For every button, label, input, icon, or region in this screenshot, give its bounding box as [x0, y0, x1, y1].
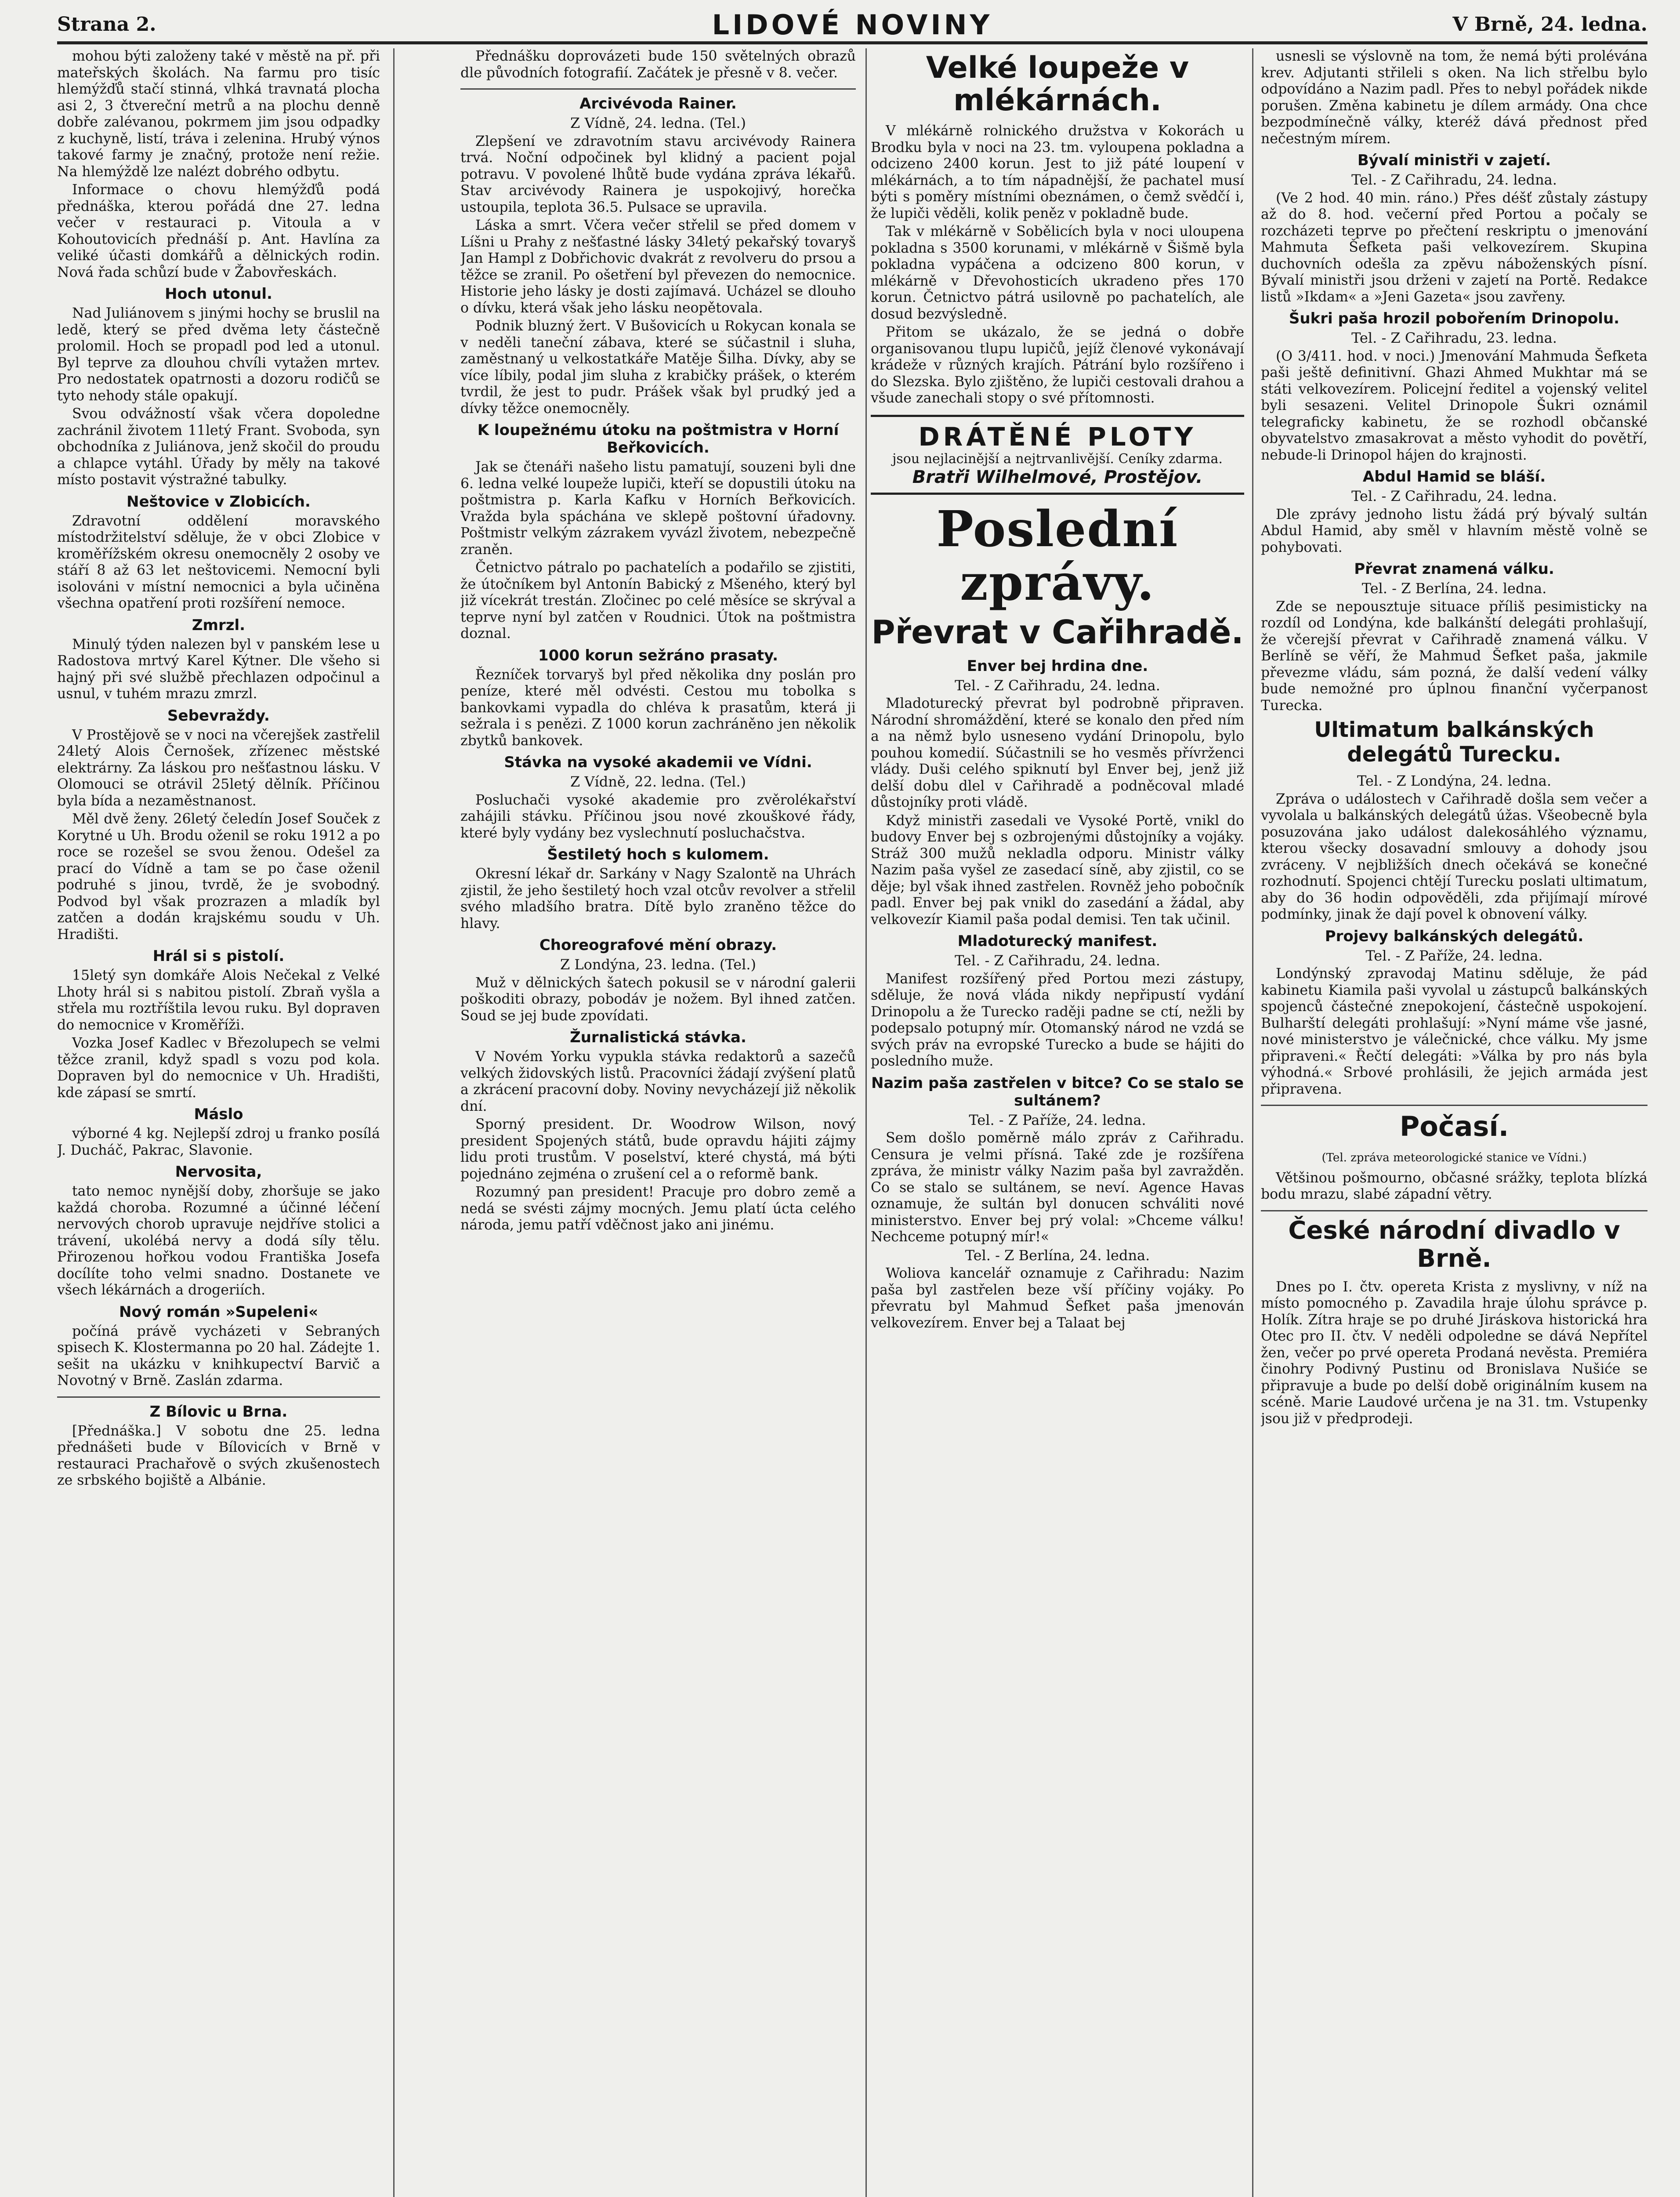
article-heading: Stávka na vysoké akademii ve Vídni. — [504, 754, 812, 771]
article-text: Přitom se ukázalo, že se jedná o dobře organisovanou tlupu lupičů, jejíž členové vykonávají krádeže v různých krajích. Pátrání bylo rozšířeno i do Slezska. Bylo zjištěno, že lupiči cestovali drahou a všude zanechali stopy o své přítomnosti. — [871, 324, 1244, 406]
dateline: Z Londýna, 23. ledna. (Tel.) — [560, 956, 757, 973]
column-rule — [393, 48, 395, 2197]
dateline: Z Vídně, 22. ledna. (Tel.) — [570, 773, 746, 790]
article-heading: Arcivévoda Rainer. — [579, 95, 737, 112]
article-text: Láska a smrt. Včera večer střelil se před domem v Líšni u Prahy z nešťastné lásky 34letý pekařský tovaryš Jan Hampl z Dobřichovic dvakrát z revolveru do prsou a těžce se zranil. Po ošetření byl převezen do nemocnice. Historie jeho lásky je dosti zajímavá. Ucházel se dlouho o dívku, která však jeho lásku neopětovala. — [460, 218, 856, 316]
article-text: Zdravotní oddělení moravského místodržitelství sděluje, že v obci Zlobice v kroměřížském okresu onemocněly 2 osoby ve stáří 8 až 63 let neštovicemi. Nemocní byli isolováni v místní nemocnici a byla učiněna všechna opatření proti rozšíření nemoce. — [57, 513, 380, 611]
article-heading: Nový román »Supeleni« — [119, 1303, 319, 1321]
column-2 — [460, 48, 856, 2197]
dateline: Tel. - Z Berlína, 24. ledna. — [965, 1247, 1150, 1264]
dateline: Tel. - Z Londýna, 24. ledna. — [1357, 772, 1552, 789]
issue-date: V Brně, 24. ledna. — [1452, 13, 1647, 36]
separator — [460, 88, 856, 90]
coup-headline: Převrat v Cařihradě. — [871, 613, 1244, 651]
article-heading: Šestiletý hoch s kulomem. — [547, 846, 769, 863]
separator — [1261, 1210, 1647, 1211]
ad-advertiser: Bratři Wilhelmové, Prostějov. — [912, 467, 1203, 487]
article-text: tato nemoc nynější doby, zhoršuje se jako každá choroba. Rozumné a účinné léčení nervových chorob upravuje nejdříve stolici a trávení, ukolébá nervy a dodá síly tělu. Přirozenou hořkou vodou Františka Josefa docílíte toho velmi snadno. Dostanete ve všech lékárnách a drogeriích. — [57, 1183, 380, 1298]
article-heading: Enver bej hrdina dne. — [967, 657, 1148, 675]
article-text: Informace o chovu hlemýžďů podá přednáška, kterou pořádá dne 27. ledna večer v restauraci p. Vitoula a v Kohoutovicích přednáší p. Ant. Havlína za veliké účasti domkářů a dělnických rodin. Nová řada schůzí bude v Žabovřeskách. — [57, 182, 380, 280]
article-text: Měl dvě ženy. 26letý čeledín Josef Souček z Korytné u Uh. Brodu oženil se roku 1912 a po roce se rozešel se svou ženou. Odešel za prací do Vídně a tam se po čase oženil podruhé s jinou, tvrdě, že je svobodný. Podvod byl však prozrazen a mladík byl zatčen a dodán krajskému soudu v Uh. Hradišti. — [57, 811, 380, 943]
dateline: Tel. - Z Cařihradu, 24. ledna. — [955, 952, 1160, 969]
article-text: usnesli se výslovně na tom, že nemá býti prolévána krev. Adjutanti střileli s oken. Na lich střelbu bylo odpovídáno a Nazim padl. Přes to nebyl pořádek nikde porušen. Změna kabinetu je dílem armády. Ona chce bezpodmínečně války, kteréž dává přednost před nečestným mírem. — [1261, 48, 1647, 147]
article-text: Woliova kancelář oznamuje z Cařihradu: Nazim paša byl zastřelen beze vší příčiny vojáky. Po převratu byl Mahmud Šefket paša jmenován velkovezírem. Enver bej a Talaat bej — [871, 1265, 1244, 1331]
column-1 — [57, 48, 380, 2197]
article-text: Svou odvážností však včera dopoledne zachránil životem 11letý Frant. Svoboda, syn obchodníka z Juliánova, jenž skočil do proudu a chlapce vytáhl. Úřady by měly na takové místo postavit výstražné tabulky. — [57, 406, 380, 488]
theatre-text: Dnes po I. čtv. opereta Krista z myslivny, v níž na místo pomocného p. Zavadila hraje úlohu správce p. Holík. Zítra hraje se po druhé Jiráskova historická hra Otec pro II. čtv. V neděli odpoledne se dává Nepřítel žen, večer po prvé opereta Prodaná nevěsta. Premiéra činohry Podivný Pustinu od Bronislava Nušiće se připravuje a bude po delší době originálním kusem na scéně. Marie Laudové určena je na 31. tm. Vstupenky jsou již v předprodeji. — [1261, 1279, 1647, 1427]
article-heading: Mladoturecký manifest. — [957, 932, 1158, 950]
article-heading: Sebevraždy. — [167, 707, 270, 725]
article-text: Řezníček torvaryš byl před několika dny poslán pro peníze, které měl odvésti. Cestou mu tobolka s bankovkami vypadla do chléva k prasatům, která ji sežrala i s penězi. Z 1000 korun zachráněno jen několik zbytků bankovek. — [460, 667, 856, 749]
article-heading: K loupežnému útoku na poštmistra v Horní Beřkovicích. — [477, 421, 839, 457]
article-text: Jak se čtenáři našeho listu pamatují, souzeni byli dne 6. ledna velké loupeže lupiči, kteří se dopustili útoku na poštmistra p. Karla Kafku v Horních Beřkovicích. Vražda byla spáchána ve sklepě poštovní úřadovny. Poštmistr velkým zázrakem vyvázl životem, nebezpečně zraněn. — [460, 459, 856, 558]
weather-text: Většinou pošmourno, občasné srážky, teplota blízká bodu mrazu, slabé západní větry. — [1261, 1170, 1647, 1202]
article-heading: Žurnalistická stávka. — [570, 1029, 746, 1046]
article-text: Okresní lékař dr. Sarkány v Nagy Szalontě na Uhrách zjistil, že jeho šestiletý hoch vzal otcův revolver a střelil svého mladšího bratra. Dítě bylo zraněno těžce do hlavy. — [460, 866, 856, 932]
article-text: Přednášku doprovázeti bude 150 světelných obrazů dle původních fotografií. Začátek je přesně v 8. večer. — [460, 48, 856, 81]
ad-headline: DRÁTĚNÉ PLOTY — [918, 421, 1197, 452]
headline-ultimatum: Ultimatum balkánských delegátů Turecku. — [1314, 718, 1594, 767]
latest-news-headline: Poslední zprávy. — [936, 500, 1179, 612]
article-text: Posluchači vysoké akademie pro zvěrolékařství zahájili stávku. Příčinou jsou nové zkouškové řády, které byly vydány bez vyslechnutí posluchačstva. — [460, 792, 856, 841]
separator — [57, 1396, 380, 1398]
article-heading: Máslo — [194, 1106, 243, 1123]
dateline: Tel. - Z Cařihradu, 23. ledna. — [1351, 330, 1557, 346]
weather-source: (Tel. zpráva meteorologické stanice ve Vídni.) — [1322, 1151, 1587, 1164]
article-text: Nad Juliánovem s jinými hochy se bruslil na ledě, který se před dvěma lety částečně prolomil. Hoch se propadl pod led a utonul. Byl teprve za dlouhou chvíli vytažen mrtev. Pro nedostatek opatrnosti a dozoru rodičů se tyto nehody stále opakují. — [57, 305, 380, 404]
ad-text: jsou nejlacinější a nejtrvanlivější. Ceníky zdarma. — [892, 451, 1223, 467]
article-heading: Projevy balkánských delegátů. — [1325, 927, 1584, 945]
article-heading: Zmrzl. — [192, 616, 246, 634]
article-heading: Převrat znamená válku. — [1354, 560, 1554, 578]
page-number: Strana 2. — [57, 13, 156, 36]
article-text: Mladoturecký převrat byl podrobně připraven. Národní shromáždění, které se konalo den před ním a na němž bylo usneseno vydání Drinopolu, bylo pouhou komedií. Súčastnili se ho vesměs přívrženci vlády. Duši celého spiknutí byl Enver bej, jenž již delší dobu dlel v Cařihradě a podněcoval mladé důstojníky proti vládě. — [871, 696, 1244, 810]
dateline: Z Vídně, 24. ledna. (Tel.) — [570, 115, 746, 131]
article-heading: Choreografové mění obrazy. — [539, 936, 777, 954]
column-4 — [1261, 48, 1647, 2197]
masthead — [57, 9, 1647, 44]
dateline: Tel. - Z Cařihradu, 24. ledna. — [1351, 488, 1557, 504]
article-heading: Z Bílovic u Brna. — [149, 1403, 288, 1421]
dateline: Tel. - Z Paříže, 24. ledna. — [1365, 947, 1543, 964]
article-heading: Neštovice v Zlobicích. — [127, 493, 311, 511]
article-heading: Hrál si s pistolí. — [152, 947, 285, 965]
newspaper-title: LIDOVÉ NOVINY — [712, 9, 993, 41]
article-text: Londýnský zpravodaj Matinu sděluje, že pád kabinetu Kiamila paši vyvolal u zástupců balkánských spojenců částečné znepokojení, částečně uspokojení. Bulharští delegáti prohlašují: »Nyní máme vše jasné, nové ministerstvo je válečnické, chce válku. My jsme připraveni.« Řečtí delegáti: »Válka by pro nás byla výhodná.« Srbové prohlásili, že jejich armáda jest připravena. — [1261, 966, 1647, 1097]
article-text: (O 3/411. hod. v noci.) Jmenování Mahmuda Šefketa paši ještě definitivní. Ghazi Ahmed Mukhtar má se státi velkovezírem. Policejní ředitel a vojenský velitel byli sesazeni. Velitel Drinopole Šukri oznámil telegraficky kabinetu, že se rozhodl občanské obyvatelstvo zmasakrovat a město vyhodit do povětří, nebude-li Drinopol hájen do krajnosti. — [1261, 348, 1647, 463]
article-heading: Nervosita, — [175, 1163, 262, 1181]
column-rule — [865, 48, 867, 2197]
article-heading: 1000 korun sežráno prasaty. — [538, 646, 778, 664]
article-text: V mlékárně rolnického družstva v Kokorách u Brodku byla v noci na 23. tm. vyloupena pokladna a odcizeno 2400 korun. Jest to již páté loupení v mlékárnách, a to tím nápadnější, že pachatel musí býti s poměry místními obeznámen, o čemž svědčí i, že lupiči věděli, kolik peněz v pokladně bude. — [871, 123, 1244, 221]
article-text: Četnictvo pátralo po pachatelích a podařilo se zjistiti, že útočníkem byl Antonín Babický z Mšeného, který byl již vícekrát trestán. Zločinec po celé měsíce se skrýval a teprve nyní byl zatčen v Roudnici. Útok na poštmistra doznal. — [460, 560, 856, 642]
article-text: 15letý syn domkáře Alois Nečekal z Velké Lhoty hrál si s nabitou pistolí. Zbraň vyšla a střela mu roztříštila levou ruku. Byl dopraven do nemocnice v Kroměříži. — [57, 968, 380, 1033]
article-text: Zde se nepousztuje situace příliš pesimisticky na rozdíl od Londýna, kde balkánští delegáti prohlašují, že včerejší převrat v Cařihradě znamená válku. V Berlíně se věří, že Mahmud Šefket paša, jakmile převezme vládu, sám pozná, že další vedení války bude nemožné pro úplnou finanční vyčerpanost Turecka. — [1261, 598, 1647, 714]
article-text: (Ve 2 hod. 40 min. ráno.) Přes déšť zůstaly zástupy až do 8. hod. večerní před Portou a počaly se rozcházeti teprve po přečtení reskriptu o jmenování Mahmuta Šefketa paši velkovezírem. Skupina duchovních odešla za zpěvu náboženských písní. Bývalí ministři jsou drženi v zajetí na Portě. Redakce listů »Ikdam« a »Jeni Gazeta« jsou zavřeny. — [1261, 190, 1647, 305]
article-text: Zlepšení ve zdravotním stavu arcivévody Rainera trvá. Noční odpočinek byl klidný a pacient pojal potravu. V povolené lhůtě bude vydána zpráva lékařů. Stav arcivévody Rainera je uspokojivý, horečka ustoupila, teplota 36.5. Pulsace se upravila. — [460, 133, 856, 215]
headline-milk-robberies: Velké loupeže v mlékárnách. — [926, 51, 1189, 118]
article-text: Muž v dělnických šatech pokusil se v národní galerii poškoditi obrazy, pobodáv je nožem. Byl ihned zatčen. Soud se jej bude zpovídati. — [460, 975, 856, 1024]
article-text: Rozumný pan president! Pracuje pro dobro země a nedá se svésti zájmy mocných. Jemu platí úcta celého národa, jemu patří vděčnost jako ani jinému. — [460, 1184, 856, 1233]
article-text: Zpráva o událostech v Cařihradě došla sem večer a vyvolala u balkánských delegátů úžas. Všeobecně byla posuzována jako událost dalekosáhlého významu, kterou všecky dosavadní smlouvy a dohody jsou zvráceny. V nejbližších dnech očekává se konečné rozhodnutí. Spojenci chtějí Turecku poslati ultimatum, aby do 36 hodin odpověděli, zda přijímají mírové podmínky, jinak že dají povel k obnovení války. — [1261, 791, 1647, 922]
article-heading: Bývalí ministři v zajetí. — [1357, 152, 1551, 169]
article-text: Dle zprávy jednoho listu žádá prý bývalý sultán Abdul Hamid, aby směl v hlavním městě volně se pohybovati. — [1261, 506, 1647, 555]
article-text: Minulý týden nalezen byl v panském lese u Radostova mrtvý Karel Kýtner. Dle všeho si hajný při své službě přechlazen odpočinul a usnul, v tuhém mrazu zmrzl. — [57, 636, 380, 702]
article-text: Vozka Josef Kadlec v Březolupech se velmi těžce zranil, když spadl s vozu pod kola. Dopraven byl do nemocnice v Uh. Hradišti, kde zápasí se smrtí. — [57, 1035, 380, 1101]
article-text: Tak v mlékárně v Sobělicích byla v noci uloupena pokladna s 3500 korunami, v mlékárně v Šišmě byla pokladna vypáčena a odcizeno 800 korun, v mlékárně v Dřevohosticích ukradeno přes 170 korun. Četnictvo pátrá usilovně po pachatelích, ale dosud bezvýsledně. — [871, 224, 1244, 322]
article-text: Když ministři zasedali ve Vysoké Portě, vnikl do budovy Enver bej s ozbrojenými důstojníky a vojáky. Stráž 300 mužů nekladla odporu. Ministr války Nazim paša vyšel ze zasedací síně, aby zjistil, co se děje; byl však ihned zastřelen. Rovněž jeho pobočník padl. Enver bej pak vnikl do zasedání a žádal, aby velkovezír Kiamil paša podal demisi. Ten tak učinil. — [871, 812, 1244, 928]
article-text: Manifest rozšířený před Portou mezi zástupy, sděluje, že nová vláda nikdy nepřipustí vydání Drinopolu a že Turecko raději padne se ctí, nežli by podepsalo potupný mír. Otomanský národ ne vzdá se svých práv na evropské Turecko a bude se hájiti do posledního muže. — [871, 971, 1244, 1069]
advertisement-wire-fences — [871, 415, 1244, 495]
article-text: počíná právě vycházeti v Sebraných spisech K. Klostermanna po 20 hal. Zádejte 1. sešit na ukázku v knihkupectví Barvič a Novotný v Brně. Zaslán zdarma. — [57, 1323, 380, 1389]
column-rule — [1252, 48, 1253, 2197]
dateline: Tel. - Z Cařihradu, 24. ledna. — [955, 677, 1160, 694]
article-text: Sporný president. Dr. Woodrow Wilson, nový president Spojených států, bude opravdu hájiti zájmy lidu proti trustům. V poselství, které chystá, má býti pojednáno zejména o zrušení cel a o reformě bank. — [460, 1117, 856, 1182]
article-text: [Přednáška.] V sobotu dne 25. ledna přednášeti bude v Bílovicích v Brně v restauraci Prachařově o svých zkušenostech ze srbského bojiště a Albánie. — [57, 1423, 380, 1488]
article-heading: Nazim paša zastřelen v bitce? Co se stalo se sultánem? — [871, 1074, 1244, 1109]
article-text: V Prostějově se v noci na včerejšek zastřelil 24letý Alois Černošek, zřízenec městské elektrárny. Za láskou pro nešťastnou lásku. V Olomouci se otrávil 25letý dělník. Příčinou byla bída a nezaměstnanost. — [57, 727, 380, 809]
theatre-headline: České národní divadlo v Brně. — [1288, 1216, 1620, 1273]
article-text: Sem došlo poměrně málo zpráv z Cařihradu. Censura je velmi přísná. Také zde je rozšířena zpráva, že ministr války Nazim paša byl zavražděn. Co se stalo se sultánem, se neví. Agence Havas oznamuje, že sultán byl donucen schváliti nové ministerstvo. Enver bej prý volal: »Chceme válku! Nechceme potupný mír!« — [871, 1130, 1244, 1245]
dateline: Tel. - Z Paříže, 24. ledna. — [969, 1111, 1146, 1128]
article-text: mohou býti založeny také v městě na př. při mateřských školách. Na farmu pro tisíc hlemýžďů stačí stinná, vlhká travnatá plocha asi 2, 3 čtvereční metrů a na plochu denně dobře zalévanou, pokrmem jim jsou odpadky z kuchyně, listí, tráva i zelenina. Hrubý výnos takové farmy je značný, protože není režie. Na hlemýždě lze nalézt dobrého odbytu. — [57, 48, 380, 180]
article-text: Podnik bluzný žert. V Bušovicích u Rokycan konala se v neděli taneční zábava, které se súčastnil i sluha, zaměstnaný u velkostatkáře Matěje Šilha. Dívky, aby se více líbily, podal jim sluha z krabičky prášek, o kterém tvrdil, že jest to pudr. Prášek však byl prudký jed a dívky těžce onemocněly. — [460, 318, 856, 417]
article-text: V Novém Yorku vypukla stávka redaktorů a sazečů velkých židovských listů. Pracovníci žádají zvýšení platů a zkrácení pracovní doby. Noviny nevycházejí již několik dní. — [460, 1049, 856, 1114]
column-3 — [871, 48, 1244, 2197]
article-heading: Šukri paša hrozil pobořením Drinopolu. — [1289, 310, 1620, 327]
dateline: Tel. - Z Berlína, 24. ledna. — [1361, 580, 1547, 597]
article-text: výborné 4 kg. Nejlepší zdroj u franko posílá J. Ducháč, Pakrac, Slavonie. — [57, 1126, 380, 1158]
dateline: Tel. - Z Cařihradu, 24. ledna. — [1351, 171, 1557, 188]
separator — [1261, 1105, 1647, 1106]
article-heading: Abdul Hamid se bláší. — [1362, 468, 1546, 486]
weather-headline: Počasí. — [1399, 1110, 1509, 1142]
article-heading: Hoch utonul. — [165, 285, 272, 303]
